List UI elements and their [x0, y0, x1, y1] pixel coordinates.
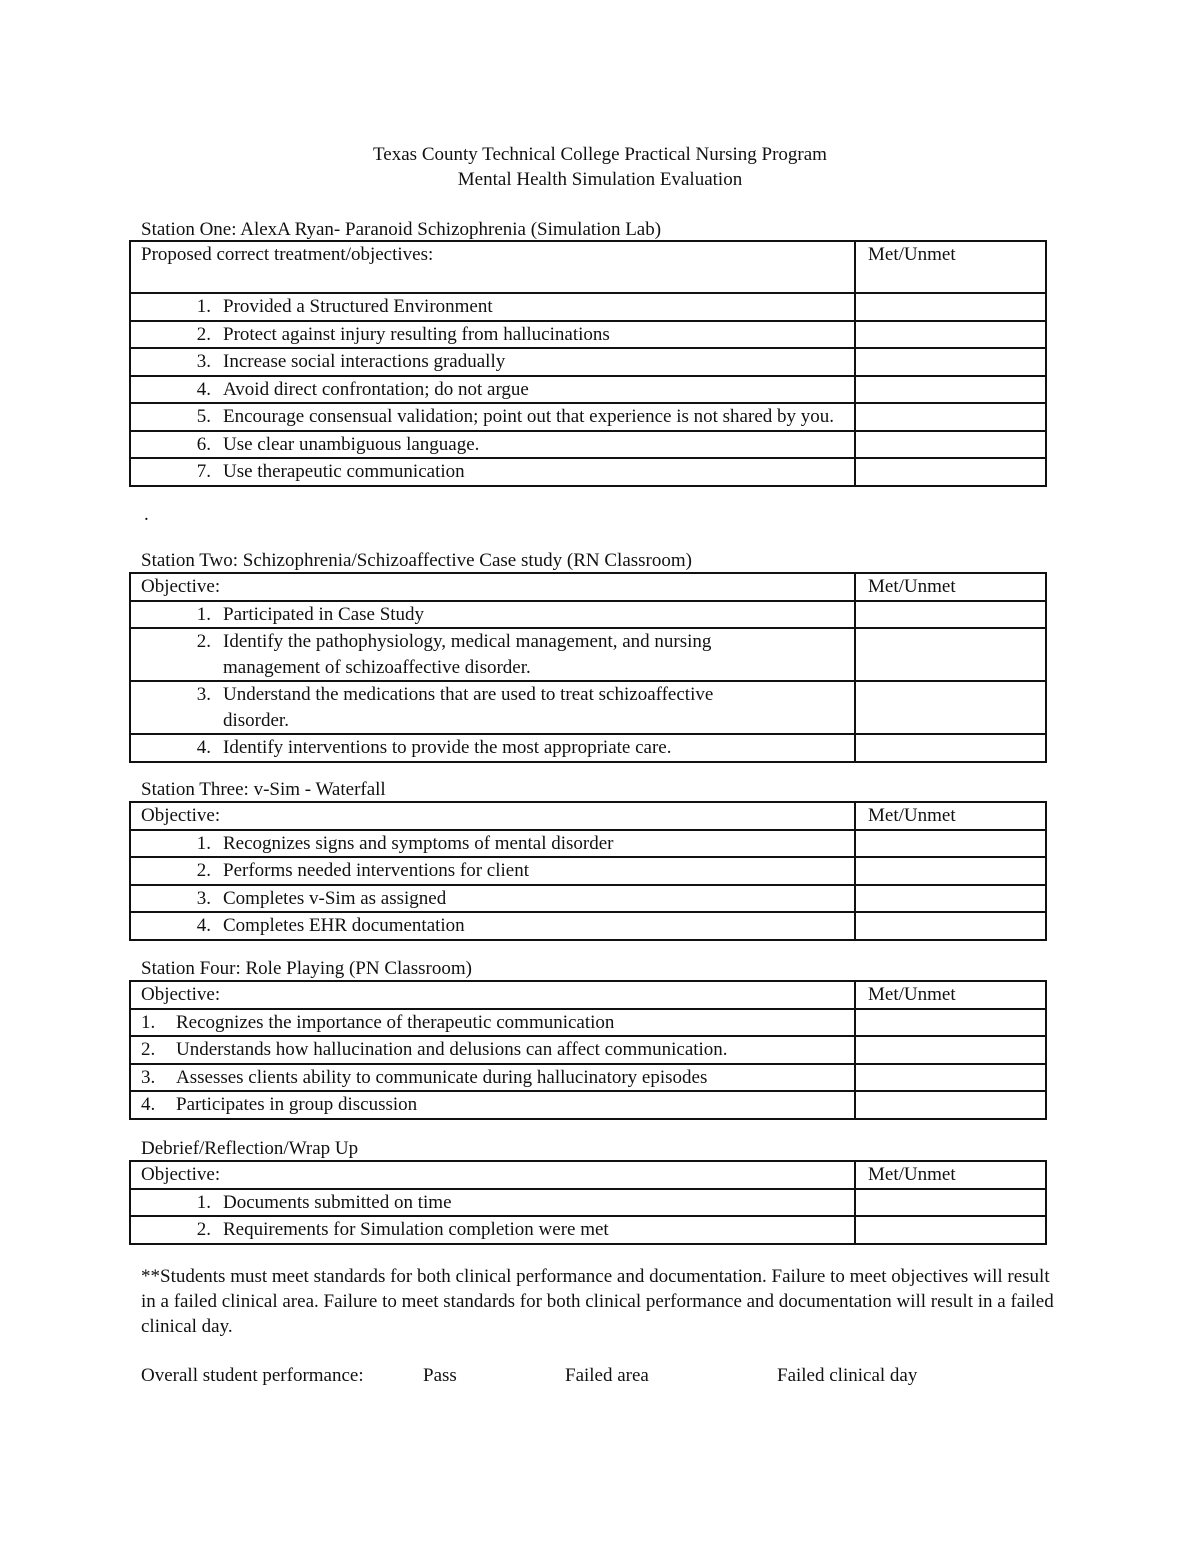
table-row: [130, 1216, 1046, 1244]
met-unmet-header: Met/Unmet: [855, 241, 1046, 293]
item-number: 3.: [141, 1066, 156, 1088]
table-row: [130, 912, 1046, 940]
item-number: 2.: [196, 860, 211, 881]
item-number: 4.: [196, 737, 211, 758]
item-number: 7.: [196, 461, 211, 482]
item-text: Recognizes signs and symptoms of mental disorder: [223, 832, 614, 854]
table-row: [130, 885, 1046, 913]
table-header-row: [130, 1161, 1046, 1189]
table-row: [130, 1064, 1046, 1092]
performance-label: Overall student performance:: [141, 1365, 364, 1386]
table-header-row: [130, 981, 1046, 1009]
met-unmet-cell[interactable]: [855, 1091, 1046, 1119]
met-unmet-cell[interactable]: [855, 403, 1046, 431]
item-number: 1.: [196, 296, 211, 317]
station-two-table: [129, 572, 1047, 763]
item-text: Provided a Structured Environment: [223, 296, 493, 317]
item-text: Protect against injury resulting from hallucinations: [223, 323, 610, 345]
item-number: 2.: [196, 631, 211, 652]
met-unmet-header: Met/Unmet: [855, 981, 1046, 1009]
met-unmet-cell[interactable]: [855, 681, 1046, 734]
document-title: Texas County Technical College Practical Nursing Program: [373, 144, 827, 165]
table-row: [130, 857, 1046, 885]
station-one-heading: Station One: AlexA Ryan- Paranoid Schizophrenia (Simulation Lab): [141, 219, 662, 240]
station-three-table: [129, 801, 1047, 941]
item-text: Recognizes the importance of therapeutic communication: [176, 1011, 615, 1033]
item-number: 1.: [196, 1191, 211, 1213]
table-row: [130, 734, 1046, 762]
item-text: Increase social interactions gradually: [223, 351, 506, 372]
table-row: [130, 681, 1046, 734]
station-two-heading: Station Two: Schizophrenia/Schizoaffective Case study (RN Classroom): [141, 550, 692, 571]
met-unmet-header: Met/Unmet: [855, 573, 1046, 601]
table-row: [130, 431, 1046, 459]
station-three-heading: Station Three: v-Sim - Waterfall: [141, 779, 386, 800]
item-text: Use therapeutic communication: [223, 461, 465, 482]
item-number: 2.: [141, 1039, 156, 1060]
item-text: Understands how hallucination and delusions can affect communication.: [176, 1039, 728, 1060]
objective-header: Objective:: [130, 573, 855, 601]
item-text: Use clear unambiguous language.: [223, 433, 480, 455]
met-unmet-cell[interactable]: [855, 376, 1046, 404]
item-text: Identify the pathophysiology, medical management, and nursing management of schizoaffective disorder.: [223, 631, 712, 678]
item-number: 4.: [196, 915, 211, 936]
met-unmet-cell[interactable]: [855, 293, 1046, 321]
objective-header: Proposed correct treatment/objectives:: [130, 241, 855, 293]
station-one-table: [129, 240, 1047, 487]
item-text: Avoid direct confrontation; do not argue: [223, 378, 529, 400]
met-unmet-cell[interactable]: [855, 628, 1046, 681]
item-text: Participated in Case Study: [223, 603, 425, 625]
table-header-row: [130, 573, 1046, 601]
table-row: [130, 1091, 1046, 1119]
met-unmet-cell[interactable]: [855, 431, 1046, 459]
separator-dot: .: [144, 504, 149, 525]
met-unmet-cell[interactable]: [855, 734, 1046, 762]
item-number: 3.: [196, 684, 211, 705]
table-row: [130, 1009, 1046, 1037]
met-unmet-cell[interactable]: [855, 601, 1046, 629]
met-unmet-cell[interactable]: [855, 1189, 1046, 1217]
item-text: Participates in group discussion: [176, 1094, 418, 1115]
met-unmet-cell[interactable]: [855, 830, 1046, 858]
met-unmet-cell[interactable]: [855, 1064, 1046, 1092]
failed-clinical-day-option[interactable]: Failed clinical day: [777, 1365, 918, 1386]
met-unmet-cell[interactable]: [855, 321, 1046, 349]
item-number: 3.: [196, 887, 211, 909]
item-number: 4.: [196, 378, 211, 400]
item-text: Completes EHR documentation: [223, 915, 465, 936]
item-number: 3.: [196, 351, 211, 372]
failed-area-option[interactable]: Failed area: [565, 1365, 649, 1386]
met-unmet-cell[interactable]: [855, 857, 1046, 885]
item-number: 2.: [196, 323, 211, 345]
table-row: [130, 403, 1046, 431]
item-text: Encourage consensual validation; point out that experience is not shared by you.: [223, 406, 834, 427]
item-number: 1.: [196, 603, 211, 625]
table-row: [130, 293, 1046, 321]
met-unmet-cell[interactable]: [855, 348, 1046, 376]
item-number: 1.: [196, 832, 211, 854]
met-unmet-cell[interactable]: [855, 885, 1046, 913]
item-text: Identify interventions to provide the most appropriate care.: [223, 737, 672, 758]
table-row: [130, 830, 1046, 858]
item-text: Performs needed interventions for client: [223, 860, 530, 881]
met-unmet-header: Met/Unmet: [855, 802, 1046, 830]
item-number: 4.: [141, 1094, 156, 1115]
debrief-heading: Debrief/Reflection/Wrap Up: [141, 1138, 359, 1159]
table-row: [130, 376, 1046, 404]
item-number: 2.: [196, 1219, 211, 1240]
met-unmet-header: Met/Unmet: [855, 1161, 1046, 1189]
met-unmet-cell[interactable]: [855, 1216, 1046, 1244]
objective-header: Objective:: [130, 1161, 855, 1189]
document-subtitle: Mental Health Simulation Evaluation: [457, 169, 743, 190]
met-unmet-cell[interactable]: [855, 1036, 1046, 1064]
objective-header: Objective:: [130, 802, 855, 830]
item-number: 5.: [196, 406, 211, 427]
item-text: Understand the medications that are used to treat schizoaffective disorder.: [223, 684, 714, 731]
met-unmet-cell[interactable]: [855, 458, 1046, 486]
standards-note: **Students must meet standards for both clinical performance and documentation. Failure to meet objectives will result in a failed clinical area. Failure to meet standards for both clinical performance and documentation will result in a failed clinical day.: [141, 1266, 1054, 1337]
table-row: [130, 1189, 1046, 1217]
table-header-row: [130, 241, 1046, 293]
objective-header: Objective:: [130, 981, 855, 1009]
pass-option[interactable]: Pass: [423, 1365, 457, 1386]
table-row: [130, 458, 1046, 486]
table-row: [130, 628, 1046, 681]
table-row: [130, 1036, 1046, 1064]
station-four-heading: Station Four: Role Playing (PN Classroom): [141, 958, 472, 979]
item-number: 6.: [196, 433, 211, 455]
table-row: [130, 601, 1046, 629]
item-text: Documents submitted on time: [223, 1191, 452, 1213]
met-unmet-cell[interactable]: [855, 1009, 1046, 1037]
item-text: Assesses clients ability to communicate during hallucinatory episodes: [176, 1066, 708, 1088]
item-text: Completes v-Sim as assigned: [223, 887, 447, 909]
debrief-table: [129, 1160, 1047, 1245]
met-unmet-cell[interactable]: [855, 912, 1046, 940]
item-number: 1.: [141, 1011, 156, 1033]
station-four-table: [129, 980, 1047, 1120]
table-row: [130, 321, 1046, 349]
item-text: Requirements for Simulation completion were met: [223, 1219, 609, 1240]
table-header-row: [130, 802, 1046, 830]
table-row: [130, 348, 1046, 376]
